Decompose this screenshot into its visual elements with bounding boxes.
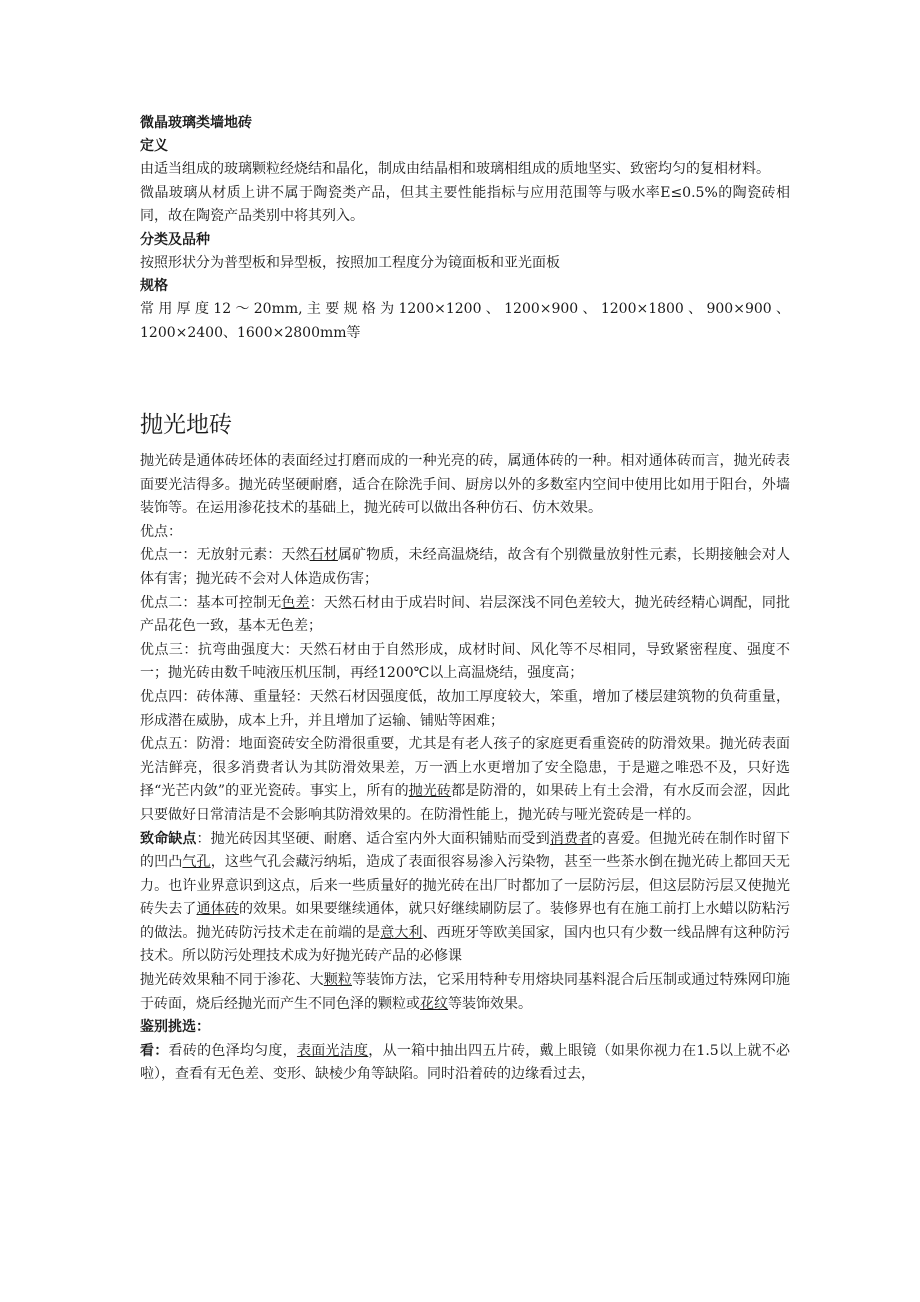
- advantage-4: 优点四：砖体薄、重量轻：天然石材因强度低，故加工厚度较大，笨重，增加了楼层建筑物的负荷重量，形成潜在威胁，成本上升，并且增加了运输、铺贴等困难；: [140, 688, 790, 729]
- document-content: [140, 112, 791, 1083]
- advantage-5-text-a: 优点五：防滑：地面瓷砖安全防滑很重要，尤其是有老人孩子的家庭更看重瓷砖的防滑效果。抛光砖表面光洁鲜亮，很多消费者认为其防滑效果差，万一洒上水更增加了安全隐患，于是避之唯恐不及，只好选择“光芒内敛”的亚光瓷砖。事实上，所有的: [140, 736, 790, 800]
- surface-finish-link[interactable]: 表面光洁度: [296, 1042, 369, 1059]
- look-text-b: ，从一箱中抽出四五片砖，戴上眼镜（如果你视力在1.5以上就不必啦），查看有无色差、变形、缺棱少角等缺陷。同时沿着砖的边缘看过去，: [140, 1042, 791, 1083]
- classification-paragraph: 按照形状分为普型板和异型板，按照加工程度分为镜面板和亚光面板: [140, 254, 560, 271]
- advantage-1-text-b: 属矿物质，未经高温烧结，故含有个别微量放射性元素，长期接触会对人体有害；抛光砖不会对人体造成伤害；: [140, 547, 791, 587]
- definition-heading: 定义: [140, 138, 168, 154]
- through-body-tile-link[interactable]: 通体砖: [196, 901, 239, 918]
- classification-heading: 分类及品种: [140, 231, 210, 248]
- pore-link[interactable]: 气孔: [182, 854, 211, 871]
- section-title-polished-tile: 抛光地砖: [140, 412, 232, 438]
- definition-paragraph-2: 微晶玻璃从材质上讲不属于陶瓷类产品，但其主要性能指标与应用范围等与吸水率E≤0.5%的陶瓷砖相同，故在陶瓷产品类别中将其列入。: [140, 184, 790, 225]
- look-label: 看：: [140, 1042, 169, 1059]
- advantage-2: [140, 592, 790, 639]
- fatal-flaw-paragraph: [140, 828, 790, 970]
- effect-text-b: 等装饰方法，它采用特种专用熔块同基料混合后压制或通过特殊网印施于砖面，烧后经抛光而产生不同色泽的颗粒或: [140, 972, 791, 1012]
- stone-link[interactable]: 石材: [309, 547, 338, 564]
- definition-paragraph-1: 由适当组成的玻璃颗粒经烧结和晶化，制成由结晶相和玻璃相组成的质地坚实、致密均匀的复相材料。: [140, 161, 770, 177]
- particle-link[interactable]: 颗粒: [323, 972, 353, 989]
- advantage-1-text-a: 优点一：无放射元素：天然: [140, 547, 310, 564]
- pattern-link[interactable]: 花纹: [420, 995, 448, 1012]
- advantage-2-text-a: 优点二：基本可控制无: [140, 594, 282, 611]
- spec-heading: 规格: [140, 278, 168, 295]
- fatal-flaw-text-a: ：抛光砖因其坚硬、耐磨、适合室内外大面积铺贴而受到: [196, 830, 550, 847]
- advantage-3: 优点三：抗弯曲强度大：天然石材由于自然形成，成材时间、风化等不尽相同，导致紧密程度、强度不一；抛光砖由数千吨液压机压制，再经1200℃以上高温烧结，强度高；: [140, 641, 790, 682]
- polished-tile-link[interactable]: 抛光砖: [408, 783, 452, 800]
- selection-heading: 鉴别挑选：: [140, 1019, 210, 1036]
- advantage-5-text-b: 都是防滑的，如果砖上有土会滑，有水反而会涩，因此只要做好日常清洁是不会影响其防滑效果的。在防滑性能上，抛光砖与哑光瓷砖是一样的。: [140, 783, 790, 823]
- advantage-2-text-b: ：天然石材由于成岩时间、岩层深浅不同色差较大，抛光砖经精心调配，同批产品花色一致，基本无色差；: [140, 594, 791, 635]
- look-text-a: 看砖的色泽均匀度，: [168, 1042, 297, 1059]
- intro-paragraph: 抛光砖是通体砖坯体的表面经过打磨而成的一种光亮的砖，属通体砖的一种。相对通体砖而言，抛光砖表面要光洁得多。抛光砖坚硬耐磨，适合在除洗手间、厨房以外的多数室内空间中使用比如用于阳台，外墙装饰等。在运用渗花技术的基础上，抛光砖可以做出各种仿石、仿木效果。: [140, 453, 790, 517]
- consumer-link[interactable]: 消费者: [549, 830, 593, 847]
- effect-glaze-paragraph: [140, 969, 790, 1016]
- fatal-flaw-text-b: 的喜爱。但抛光砖在制作时留下的凹凸: [140, 830, 791, 871]
- advantage-1: [140, 544, 790, 591]
- italy-link[interactable]: 意大利: [380, 924, 423, 941]
- fatal-flaw-text-c: ，这些气孔会藏污纳垢，造成了表面很容易渗入污染物，甚至一些茶水倒在抛光砖上都回天无力。也许业界意识到这点，后来一些质量好的抛光砖在出厂时都加了一层防污层，但这层防污层又使抛光砖失去了: [140, 854, 791, 918]
- advantages-label: 优点：: [140, 523, 182, 540]
- look-paragraph: [140, 1040, 790, 1087]
- effect-text-c: 等装饰效果。: [448, 995, 532, 1012]
- fatal-flaw-label: 致命缺点: [140, 830, 197, 847]
- fatal-flaw-text-e: 、西班牙等欧美国家，国内也只有少数一线品牌有这种防污技术。所以防污处理技术成为好抛光砖产品的必修课: [140, 924, 791, 965]
- color-difference-link[interactable]: 色差: [281, 594, 310, 611]
- polished-tile-body: [140, 450, 790, 1087]
- spec-paragraph: 常用厚度12～20mm,主要规格为1200×1200、1200×900、1200×1800、900×900、1200×2400、1600×2800mm等: [140, 301, 790, 341]
- section-title-glass-ceramic: 微晶玻璃类墙地砖: [140, 115, 252, 131]
- advantage-5: [140, 733, 790, 827]
- effect-text-a: 抛光砖效果釉不同于渗花、大: [140, 972, 324, 989]
- fatal-flaw-text-d: 的效果。如果要继续通体，就只好继续刷防层了。装修界也有在施工前打上水蜡以防粘污的做法。抛光砖防污技术走在前端的是: [140, 901, 791, 941]
